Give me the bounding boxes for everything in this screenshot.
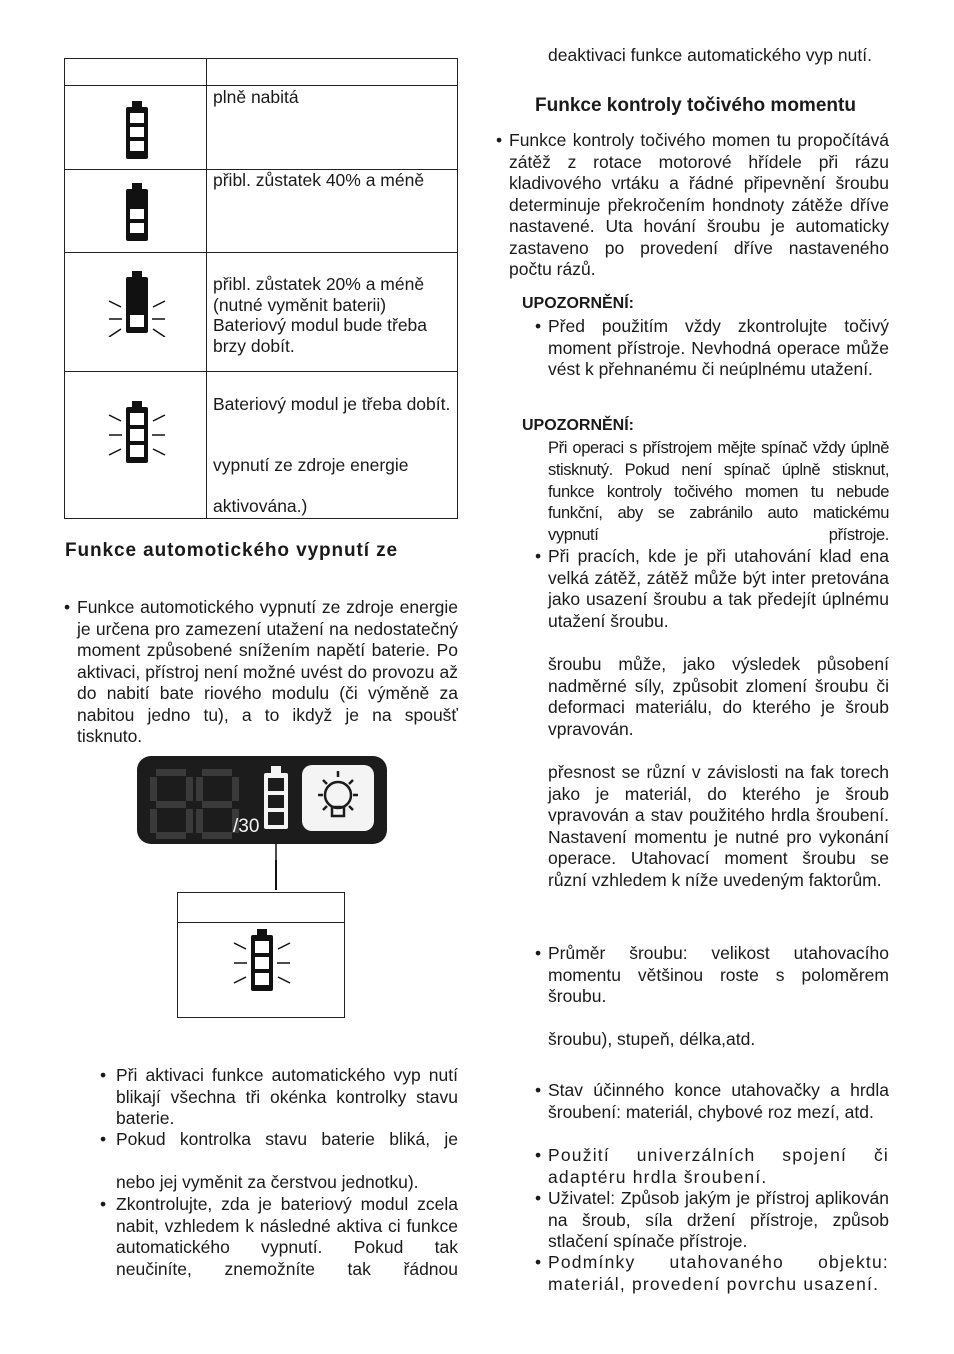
right-intro: deaktivaci funkce automatického vyp nutí. <box>548 45 872 65</box>
lcd-counter: /30 <box>233 816 260 837</box>
battery-two-bars-icon <box>117 181 157 245</box>
auto-shutoff-paragraph: Funkce automotického vypnutí ze zdroje energie je určena pro zamezení utažení na nedostatečný moment způsobené snížením napětí baterie. Po aktivaci, přístroj není možné uvést do provozu až do nabití bate riového modulu (či výměně za nabitou jedno tu), a to ikdyž je na spoušť tisknuto. <box>77 597 458 746</box>
battery-status-table <box>64 58 458 519</box>
right-para-break: šroubu může, jako výsledek působení nadměrné síly, způsobit zlomení šroubu či deformaci materiálu, do kterého je šroub vpravován. <box>548 654 889 739</box>
battery-20-text: přibl. zůstatek 20% a méně (nutné vyměnit baterii) Bateriový modul bude třeba brzy dobít. <box>213 274 428 356</box>
lcd-display-panel <box>136 755 388 860</box>
indicator-pointer <box>275 860 277 890</box>
bullet-symbol: • <box>535 316 542 336</box>
caution-1-text: Před použitím vždy zkontrolujte točivý moment přístroje. Nevhodná operace může vést k přehnanému či neúplnému utažení. <box>548 316 889 379</box>
bullet-symbol: • <box>100 1129 107 1149</box>
battery-low-blinking-icon <box>107 269 167 337</box>
right-bullet-tip: Stav účinného konce utahovačky a hrdla šroubení: materiál, chybové roz mezí, atd. <box>548 1080 889 1122</box>
table-divider <box>206 59 207 518</box>
right-para-precision: přesnost se různí v závislosti na fak torech jako je materiál, do kterého je šroub vpravován a stav použitého hrdla šroubení. Nastavení momentu je nutné pro vykonání operace. Utahovací moment šroubu se různí vzhledem k níže uvedeným faktorům. <box>548 762 889 890</box>
left-bullet-2-cont: nebo jej vyměnit za čerstvou jednotku). <box>116 1172 419 1192</box>
battery-full-icon <box>117 99 157 163</box>
box-divider <box>178 922 344 923</box>
bullet-symbol: • <box>535 546 542 566</box>
torque-paragraph: Funkce kontroly točivého momen tu propočítává zátěž z rotace motorové hřídele při rázu kladivového vrtáku a řádné připevnění šroubu determinuje překročením hondnoty zátěže dříve nastavené. Uta hování šroubu je automaticky zastaveno po provedení dříve nastaveného počtu rázů. <box>509 130 889 279</box>
bullet-symbol: • <box>535 1080 542 1100</box>
bullet-symbol: • <box>535 1145 542 1165</box>
caution-1-title: UPOZORNĚNÍ: <box>522 295 634 312</box>
right-bullet-object: Podmínky utahovaného objektu: materiál, provedení povrchu usazení. <box>548 1252 889 1294</box>
battery-empty-text-3: aktivována.) <box>213 496 308 516</box>
torque-heading: Funkce kontroly točivého momentu <box>535 95 856 116</box>
left-bullet-3: Zkontrolujte, zda je bateriový modul zcela nabit, vzhledem k následné aktiva ci funkce automatického vypnutí. Pokud tak neučiníte, znemožníte tak řádnou <box>116 1194 458 1279</box>
blinking-battery-box <box>177 892 345 1018</box>
right-bullet-diameter: Průměr šroubu: velikost utahovacího momentu většinou roste s poloměrem šroubu. <box>548 943 889 1006</box>
caution-2-text: Při operaci s přístrojem mějte spínač vždy úplně stisknutý. Pokud není spínač úplně stisknut, funkce kontroly točivého momen tu nebude funkční, aby se zabránilo auto matickému vypnutí přístroje. <box>548 439 889 545</box>
bullet-symbol: • <box>100 1194 107 1214</box>
caution-2-title: UPOZORNĚNÍ: <box>522 417 634 434</box>
battery-all-blinking-icon <box>107 399 167 467</box>
battery-full-text: plně nabitá <box>213 87 299 107</box>
bullet-symbol: • <box>100 1065 107 1085</box>
battery-40-text: přibl. zůstatek 40% a méně <box>213 170 425 190</box>
table-divider <box>65 371 457 372</box>
battery-empty-text-2: vypnutí ze zdroje energie <box>213 455 409 475</box>
right-line-grade: šroubu), stupeň, délka,atd. <box>548 1029 756 1049</box>
bullet-symbol: • <box>535 1252 542 1272</box>
battery-empty-text-1: Bateriový modul je třeba dobít. <box>213 394 451 414</box>
right-bullet-adapter: Použití univerzálních spojení či adaptéru hrdla šroubení. <box>548 1145 889 1187</box>
battery-all-blinking-icon <box>232 927 292 995</box>
bullet-symbol: • <box>535 1188 542 1208</box>
table-divider <box>65 252 457 253</box>
auto-shutoff-heading: Funkce automotického vypnutí ze <box>65 540 399 561</box>
right-bullet-user: Uživatel: Způsob jakým je přístroj aplikován na šroub, síla držení přístroje, způsob stlačení spínače přístroje. <box>548 1188 889 1251</box>
bullet-symbol: • <box>535 943 542 963</box>
left-bullet-2: Pokud kontrolka stavu baterie bliká, je <box>116 1129 458 1149</box>
bullet-symbol: • <box>64 597 71 617</box>
table-divider <box>65 85 457 86</box>
right-bullet-load: Při pracích, kde je při utahování klad ena velká zátěž, zátěž může být inter pretována jako usazení šroubu a tak předejít úplnému utažení šroubu. <box>548 546 889 631</box>
bullet-symbol: • <box>496 130 503 150</box>
left-bullet-1: Při aktivaci funkce automatického vyp nutí blikají všechna tři okénka kontrolky stavu baterie. <box>116 1065 458 1128</box>
